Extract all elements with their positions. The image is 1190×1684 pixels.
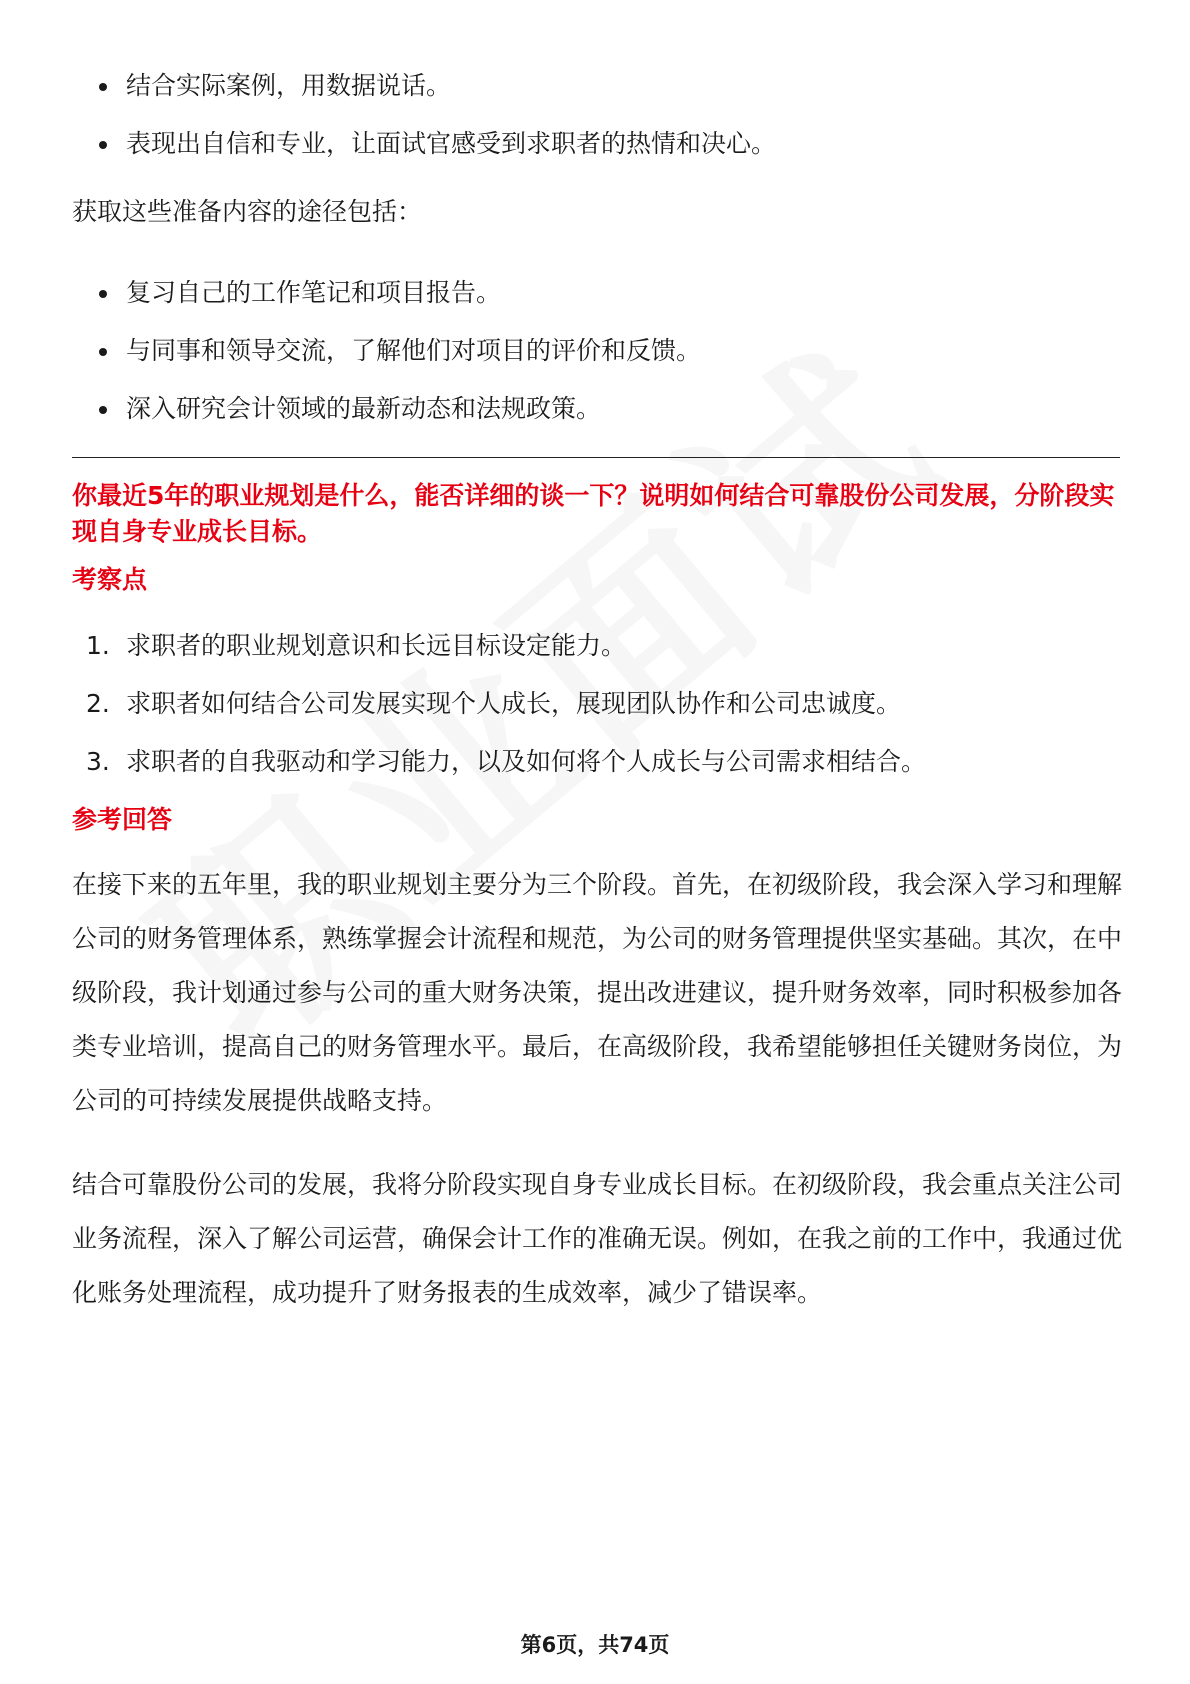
answer-paragraph: 结合可靠股份公司的发展，我将分阶段实现自身专业成长目标。在初级阶段，我会重点关注公司业务流程，深入了解公司运营，确保会计工作的准确无误。例如，在我之前的工作中，我通过优化账务处理流程，成功提升了财务报表的生成效率，减少了错误率。 bbox=[72, 1170, 1123, 1307]
numbered-list-points bbox=[72, 628, 1122, 780]
list-item: 表现出自信和专业，让面试官感受到求职者的热情和决心。 bbox=[72, 126, 1122, 162]
page-footer: 第6页，共74页 bbox=[520, 1633, 670, 1657]
bullet-dot-icon bbox=[99, 348, 107, 356]
bullet-dot-icon bbox=[99, 290, 107, 298]
section-title-points: 考察点 bbox=[72, 565, 148, 594]
list-item: 3. 求职者的自我驱动和学习能力，以及如何将个人成长与公司需求相结合。 bbox=[86, 747, 927, 776]
list-item: 2. 求职者如何结合公司发展实现个人成长，展现团队协作和公司忠诚度。 bbox=[86, 689, 902, 718]
bullet-dot-icon bbox=[99, 406, 107, 414]
bullet-list-tips bbox=[72, 68, 1122, 162]
section-title-answer: 参考回答 bbox=[72, 805, 173, 834]
bullet-list-sources bbox=[72, 275, 1122, 427]
list-item: 1. 求职者的职业规划意识和长远目标设定能力。 bbox=[86, 631, 627, 660]
section-divider bbox=[72, 457, 1120, 458]
page-content bbox=[72, 0, 1122, 1320]
intro-text: 获取这些准备内容的途径包括： bbox=[72, 197, 423, 226]
bullet-dot-icon bbox=[99, 83, 107, 91]
list-item: 与同事和领导交流，了解他们对项目的评价和反馈。 bbox=[72, 333, 1122, 369]
list-item: 深入研究会计领域的最新动态和法规政策。 bbox=[72, 391, 1122, 427]
question-heading: 你最近5年的职业规划是什么，能否详细的谈一下？说明如何结合可靠股份公司发展，分阶段实现自身专业成长目标。 bbox=[72, 481, 1115, 546]
list-item: 结合实际案例，用数据说话。 bbox=[72, 68, 1122, 104]
list-item: 复习自己的工作笔记和项目报告。 bbox=[72, 275, 1122, 311]
bullet-dot-icon bbox=[99, 141, 107, 149]
answer-paragraph: 在接下来的五年里，我的职业规划主要分为三个阶段。首先，在初级阶段，我会深入学习和理解公司的财务管理体系，熟练掌握会计流程和规范，为公司的财务管理提供坚实基础。其次，在中级阶段，我计划通过参与公司的重大财务决策，提出改进建议，提升财务效率，同时积极参加各类专业培训，提高自己的财务管理水平。最后，在高级阶段，我希望能够担任关键财务岗位，为公司的可持续发展提供战略支持。 bbox=[72, 870, 1123, 1115]
